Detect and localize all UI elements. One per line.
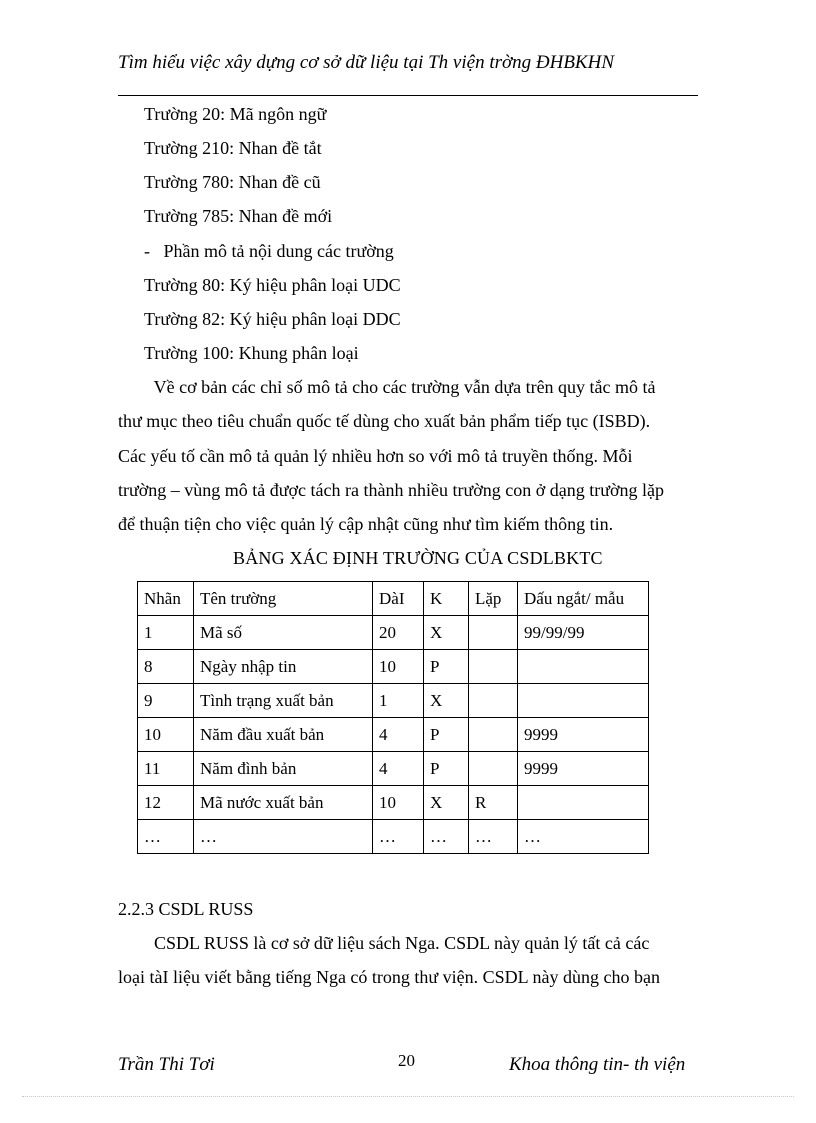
table-cell: … bbox=[518, 820, 649, 854]
table-cell: 9999 bbox=[518, 752, 649, 786]
table-cell: 10 bbox=[138, 718, 194, 752]
header-cell: K bbox=[424, 582, 469, 616]
field-line: Trường 210: Nhan đề tắt bbox=[144, 138, 322, 158]
table-cell: 11 bbox=[138, 752, 194, 786]
table-cell: … bbox=[138, 820, 194, 854]
table-cell: 4 bbox=[373, 718, 424, 752]
footer-author: Trần Thi Tơi bbox=[118, 1054, 215, 1075]
table-cell: … bbox=[194, 820, 373, 854]
paragraph-line: trường – vùng mô tả được tách ra thành nhiều trường con ở dạng trường lặp bbox=[118, 480, 664, 500]
table-cell: P bbox=[424, 650, 469, 684]
bullet-line: - Phần mô tả nội dung các trường bbox=[144, 241, 394, 261]
table-cell: P bbox=[424, 752, 469, 786]
table-row bbox=[138, 684, 649, 718]
field-line: Trường 780: Nhan đề cũ bbox=[144, 172, 321, 192]
table-cell: X bbox=[424, 786, 469, 820]
paragraph-line: Các yếu tố cần mô tả quản lý nhiều hơn so với mô tả truyền thống. Mỗi bbox=[118, 446, 633, 466]
header-cell: Tên trường bbox=[194, 582, 373, 616]
paragraph-line: loại tàI liệu viết bằng tiếng Nga có trong thư viện. CSDL này dùng cho bạn bbox=[118, 967, 660, 987]
table-cell bbox=[469, 752, 518, 786]
table-cell: R bbox=[469, 786, 518, 820]
paragraph-line: Về cơ bản các chỉ số mô tả cho các trường vẫn dựa trên quy tắc mô tả bbox=[118, 377, 656, 397]
table-cell: Ngày nhập tin bbox=[194, 650, 373, 684]
table-cell: Tình trạng xuất bản bbox=[194, 684, 373, 718]
field-line: Trường 20: Mã ngôn ngữ bbox=[144, 104, 327, 124]
table-cell bbox=[518, 786, 649, 820]
table-row bbox=[138, 786, 649, 820]
paragraph-line: để thuận tiện cho việc quản lý cập nhật cũng như tìm kiếm thông tin. bbox=[118, 514, 614, 534]
table-cell: Mã số bbox=[194, 616, 373, 650]
table-cell: 20 bbox=[373, 616, 424, 650]
table-cell: 1 bbox=[138, 616, 194, 650]
table-cell: 12 bbox=[138, 786, 194, 820]
table-cell: 10 bbox=[373, 650, 424, 684]
table-cell: 9 bbox=[138, 684, 194, 718]
table-row bbox=[138, 752, 649, 786]
table-cell: … bbox=[469, 820, 518, 854]
header-cell: DàI bbox=[373, 582, 424, 616]
table-cell: … bbox=[424, 820, 469, 854]
paragraph-line: thư mục theo tiêu chuẩn quốc tế dùng cho xuất bản phẩm tiếp tục (ISBD). bbox=[118, 411, 651, 431]
header-rule bbox=[118, 95, 698, 96]
table-cell: Năm đầu xuất bản bbox=[194, 718, 373, 752]
table-row bbox=[138, 820, 649, 854]
table-header-row bbox=[138, 582, 649, 616]
table-cell bbox=[469, 718, 518, 752]
table-cell bbox=[518, 684, 649, 718]
table-cell bbox=[518, 650, 649, 684]
table-title: BẢNG XÁC ĐỊNH TRƯỜNG CỦA CSDLBKTC bbox=[233, 548, 603, 568]
field-table bbox=[137, 581, 649, 854]
table-cell: Năm đình bản bbox=[194, 752, 373, 786]
table-cell: … bbox=[373, 820, 424, 854]
page-header: Tìm hiểu việc xây dựng cơ sở dữ liệu tại Th viện trờng ĐHBKHN bbox=[118, 52, 614, 73]
section-heading: 2.2.3 CSDL RUSS bbox=[118, 899, 254, 919]
table-cell: 1 bbox=[373, 684, 424, 718]
paragraph-line: CSDL RUSS là cơ sở dữ liệu sách Nga. CSDL này quản lý tất cả các bbox=[118, 933, 650, 953]
table-cell: 99/99/99 bbox=[518, 616, 649, 650]
table-cell: 8 bbox=[138, 650, 194, 684]
page-number: 20 bbox=[398, 1051, 415, 1070]
table-cell bbox=[469, 616, 518, 650]
field-line: Trường 785: Nhan đề mới bbox=[144, 206, 333, 226]
table-row bbox=[138, 718, 649, 752]
footer-department: Khoa thông tin- th viện bbox=[509, 1054, 686, 1075]
table-cell: X bbox=[424, 684, 469, 718]
table-row bbox=[138, 616, 649, 650]
table-cell: 10 bbox=[373, 786, 424, 820]
field-line: Trường 100: Khung phân loại bbox=[144, 343, 359, 363]
table-row bbox=[138, 650, 649, 684]
field-line: Trường 82: Ký hiệu phân loại DDC bbox=[144, 309, 401, 329]
page-bottom-border bbox=[22, 1096, 794, 1097]
table-cell: 9999 bbox=[518, 718, 649, 752]
table-cell: P bbox=[424, 718, 469, 752]
header-cell: Nhãn bbox=[138, 582, 194, 616]
table-cell: Mã nước xuất bản bbox=[194, 786, 373, 820]
table-cell bbox=[469, 684, 518, 718]
table-cell: X bbox=[424, 616, 469, 650]
header-cell: Lặp bbox=[469, 582, 518, 616]
table-cell: 4 bbox=[373, 752, 424, 786]
header-cell: Dấu ngắt/ mẫu bbox=[518, 582, 649, 616]
field-line: Trường 80: Ký hiệu phân loại UDC bbox=[144, 275, 401, 295]
table-cell bbox=[469, 650, 518, 684]
